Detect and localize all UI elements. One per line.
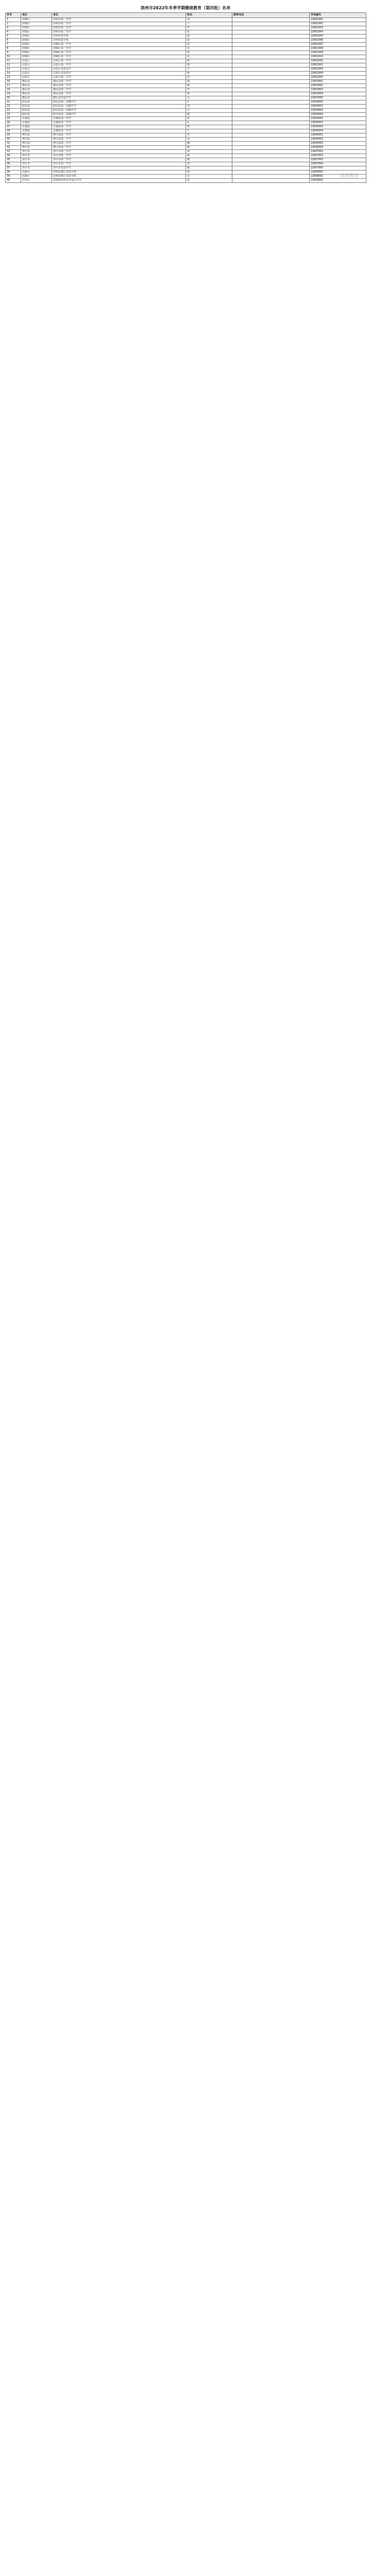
table-cell-no: 30: [6, 138, 21, 142]
table-cell-area: 博兴县: [21, 138, 52, 142]
table-cell-unit: 沾化区第一中学: [52, 59, 186, 63]
table-cell-area: 开发区: [21, 179, 52, 183]
table-row: [6, 162, 366, 166]
table-cell-no: 9: [6, 51, 21, 55]
table-cell-no: 3: [6, 26, 21, 30]
table-cell-code: 22K05003: [310, 125, 366, 129]
table-cell-unit: 惠民县第一中学: [52, 80, 186, 84]
table-cell-code: 22K08002: [310, 175, 366, 179]
table-cell-code: 22K03005: [310, 96, 366, 100]
table-cell-area: 惠民县: [21, 84, 52, 88]
table-cell-code: 22K07004: [310, 162, 366, 166]
table-cell-code: 22K01009: [310, 51, 366, 55]
table-cell-name: 张: [186, 117, 232, 121]
table-cell-area: 沾化区: [21, 67, 52, 72]
table-cell-unit: 阳信县第二高级中学: [52, 113, 186, 117]
table-cell-phone: [232, 175, 310, 179]
table-row: [6, 121, 366, 125]
table-cell-area: 惠民县: [21, 96, 52, 100]
table-cell-code: 22K07005: [310, 166, 366, 171]
table-cell-no: 10: [6, 55, 21, 59]
table-cell-code: 22K01005: [310, 35, 366, 39]
table-cell-name: 水: [186, 175, 232, 179]
table-cell-name: 赵: [186, 35, 232, 39]
table-cell-code: 22K05001: [310, 117, 366, 121]
table-cell-code: 22K01004: [310, 30, 366, 35]
table-cell-area: 滨城区: [21, 30, 52, 35]
header-cell: 联系电话: [232, 13, 310, 18]
table-cell-unit: 沾化区第二中学: [52, 76, 186, 80]
table-cell-phone: [232, 150, 310, 154]
table-cell-area: 邹平市: [21, 154, 52, 158]
table-cell-code: 22K02003: [310, 67, 366, 72]
table-cell-phone: [232, 158, 310, 162]
table-cell-no: 20: [6, 96, 21, 100]
table-cell-name: 金: [186, 138, 232, 142]
table-cell-phone: [232, 59, 310, 63]
table-cell-unit: 滨州市第二中学: [52, 30, 186, 35]
table-row: [6, 138, 366, 142]
table-row: [6, 100, 366, 105]
table-cell-phone: [232, 88, 310, 92]
table-cell-no: 29: [6, 133, 21, 138]
table-cell-code: 22K06004: [310, 146, 366, 150]
table-cell-area: 滨城区: [21, 22, 52, 26]
table-cell-unit: 阳信县第二高级中学: [52, 109, 186, 113]
table-row: [6, 51, 366, 55]
table-row: [6, 171, 366, 175]
table-cell-code: 22K07003: [310, 158, 366, 162]
table-cell-no: 31: [6, 142, 21, 146]
table-cell-name: 陈: [186, 59, 232, 63]
table-cell-name: 韩: [186, 80, 232, 84]
table-cell-phone: [232, 142, 310, 146]
table-cell-phone: [232, 63, 310, 67]
table-row: [6, 154, 366, 158]
table-cell-name: 尤: [186, 96, 232, 100]
table-cell-code: 22K06002: [310, 138, 366, 142]
table-row: [6, 39, 366, 43]
table-row: [6, 80, 366, 84]
table-cell-unit: 博兴县第一中学: [52, 138, 186, 142]
header-cell: 县区: [21, 13, 52, 18]
table-cell-unit: 滨州经济技术开发区中学: [52, 179, 186, 183]
table-cell-unit: 无棣县第二中学: [52, 129, 186, 133]
table-cell-area: 无棣县: [21, 121, 52, 125]
table-cell-code: 22K08001: [310, 171, 366, 175]
table-cell-name: 王: [186, 22, 232, 26]
table-cell-phone: [232, 72, 310, 76]
table-cell-name: 喻: [186, 166, 232, 171]
table-cell-no: 23: [6, 109, 21, 113]
table-cell-area: 沾化区: [21, 63, 52, 67]
table-row: [6, 109, 366, 113]
table-cell-code: 22K01003: [310, 26, 366, 30]
table-cell-no: 14: [6, 72, 21, 76]
table-cell-phone: [232, 47, 310, 51]
table-cell-unit: 滨州实验学校: [52, 35, 186, 39]
table-cell-name: 姜: [186, 150, 232, 154]
table-cell-phone: [232, 146, 310, 150]
table-cell-code: 22K02005: [310, 76, 366, 80]
table-cell-phone: [232, 154, 310, 158]
table-cell-unit: 沾化区实验高中: [52, 67, 186, 72]
table-cell-unit: 惠民县第二中学: [52, 92, 186, 96]
table-cell-no: 5: [6, 35, 21, 39]
table-cell-no: 33: [6, 150, 21, 154]
table-cell-unit: 惠民县实验中学: [52, 96, 186, 100]
table-cell-area: 无棣县: [21, 117, 52, 121]
table-cell-area: 滨城区: [21, 47, 52, 51]
roster-table: [5, 12, 366, 183]
table-cell-name: 何: [186, 105, 232, 109]
table-cell-unit: 滨城区第二中学: [52, 55, 186, 59]
table-row: [6, 47, 366, 51]
table-cell-phone: [232, 171, 310, 175]
table-cell-no: 39: [6, 175, 21, 179]
table-row: [6, 117, 366, 121]
table-cell-area: 无棣县: [21, 129, 52, 133]
table-cell-no: 24: [6, 113, 21, 117]
table-cell-phone: [232, 55, 310, 59]
table-cell-phone: [232, 166, 310, 171]
table-cell-area: 滨城区: [21, 18, 52, 22]
table-cell-phone: [232, 129, 310, 133]
table-cell-phone: [232, 80, 310, 84]
table-cell-area: 博兴县: [21, 133, 52, 138]
table-cell-unit: 邹平市第一中学: [52, 154, 186, 158]
table-cell-no: 17: [6, 84, 21, 88]
table-cell-unit: 惠民县第二中学: [52, 88, 186, 92]
table-cell-area: 滨城区: [21, 35, 52, 39]
table-cell-phone: [232, 51, 310, 55]
table-cell-code: 22K04003: [310, 109, 366, 113]
table-cell-name: 施: [186, 113, 232, 117]
table-cell-name: 卫: [186, 67, 232, 72]
table-cell-phone: [232, 117, 310, 121]
table-cell-area: 阳信县: [21, 113, 52, 117]
table-cell-name: 孔: [186, 121, 232, 125]
table-cell-code: 22K04001: [310, 100, 366, 105]
table-row: [6, 92, 366, 96]
table-cell-name: 朱: [186, 88, 232, 92]
table-row: [6, 72, 366, 76]
table-row: [6, 105, 366, 109]
table-cell-unit: 无棣县第一中学: [52, 117, 186, 121]
table-cell-phone: [232, 179, 310, 183]
table-cell-name: 谢: [186, 158, 232, 162]
table-cell-area: 沾化区: [21, 59, 52, 63]
table-cell-name: 陶: [186, 146, 232, 150]
table-cell-code: 22K07001: [310, 150, 366, 154]
table-row: [6, 166, 366, 171]
table-cell-code: 22K03002: [310, 84, 366, 88]
table-cell-phone: [232, 84, 310, 88]
table-cell-phone: [232, 162, 310, 166]
table-cell-code: 22K04002: [310, 105, 366, 109]
table-cell-area: 惠民县: [21, 80, 52, 84]
table-cell-unit: 博兴县第二中学: [52, 142, 186, 146]
table-cell-no: 26: [6, 121, 21, 125]
table-cell-phone: [232, 109, 310, 113]
table-cell-phone: [232, 39, 310, 43]
table-cell-name: 吴: [186, 47, 232, 51]
table-cell-area: 惠民县: [21, 92, 52, 96]
table-cell-no: 8: [6, 47, 21, 51]
table-cell-no: 28: [6, 129, 21, 133]
table-cell-unit: 博兴县第二中学: [52, 146, 186, 150]
table-cell-area: 滨城区: [21, 26, 52, 30]
table-cell-code: 22K01006: [310, 39, 366, 43]
table-cell-no: 12: [6, 63, 21, 67]
table-cell-unit: 博兴县第一中学: [52, 133, 186, 138]
table-cell-no: 7: [6, 43, 21, 47]
table-cell-code: 22K07002: [310, 154, 366, 158]
table-cell-area: 沾化区: [21, 76, 52, 80]
table-row: [6, 18, 366, 22]
table-cell-name: 窦: [186, 179, 232, 183]
table-cell-name: 杨: [186, 84, 232, 88]
table-row: [6, 30, 366, 35]
table-row: [6, 59, 366, 63]
table-cell-area: 滨城区: [21, 43, 52, 47]
table-cell-name: 曹: [186, 125, 232, 129]
table-cell-phone: [232, 100, 310, 105]
table-cell-no: 11: [6, 59, 21, 63]
table-row: [6, 63, 366, 67]
table-cell-name: 许: [186, 100, 232, 105]
table-cell-phone: [232, 121, 310, 125]
table-row: [6, 142, 366, 146]
table-row: [6, 84, 366, 88]
table-cell-name: 沈: [186, 76, 232, 80]
watermark: 滨州教育: [340, 174, 359, 179]
table-cell-no: 6: [6, 39, 21, 43]
table-cell-no: 13: [6, 67, 21, 72]
table-row: [6, 175, 366, 179]
table-cell-phone: [232, 22, 310, 26]
table-cell-area: 滨城区: [21, 55, 52, 59]
table-cell-area: 阳信县: [21, 105, 52, 109]
table-row: [6, 88, 366, 92]
table-cell-name: 李: [186, 26, 232, 30]
table-cell-unit: 无棣县第二中学: [52, 125, 186, 129]
table-cell-phone: [232, 18, 310, 22]
table-cell-name: 周: [186, 43, 232, 47]
table-row: [6, 179, 366, 183]
table-cell-name: 孙: [186, 39, 232, 43]
table-row: [6, 22, 366, 26]
table-cell-area: 滨城区: [21, 39, 52, 43]
table-cell-no: 2: [6, 22, 21, 26]
table-row: [6, 133, 366, 138]
table-row: [6, 35, 366, 39]
table-cell-code: 22K06003: [310, 142, 366, 146]
table-cell-no: 34: [6, 154, 21, 158]
table-cell-unit: 滨州市第二中学: [52, 26, 186, 30]
table-cell-no: 36: [6, 162, 21, 166]
document-title: 滨州市2022年冬季学期继续教育（第四批）名单: [140, 6, 231, 10]
table-cell-code: 22K02001: [310, 59, 366, 63]
table-cell-name: 柏: [186, 171, 232, 175]
table-cell-no: 35: [6, 158, 21, 162]
table-cell-unit: 沾化区第一中学: [52, 63, 186, 67]
header-cell: 姓名: [186, 13, 232, 18]
table-row: [6, 76, 366, 80]
table-cell-no: 15: [6, 76, 21, 80]
table-cell-no: 38: [6, 171, 21, 175]
table-cell-no: 19: [6, 92, 21, 96]
table-cell-area: 邹平市: [21, 158, 52, 162]
table-cell-phone: [232, 92, 310, 96]
table-cell-unit: 滨州市第一中学: [52, 18, 186, 22]
table-row: [6, 26, 366, 30]
table-cell-phone: [232, 96, 310, 100]
table-cell-no: 32: [6, 146, 21, 150]
table-cell-code: 22K05004: [310, 129, 366, 133]
table-cell-unit: 惠民县第一中学: [52, 84, 186, 88]
header-cell: 序号: [6, 13, 21, 18]
table-cell-area: 惠民县: [21, 88, 52, 92]
table-cell-code: 22K03004: [310, 92, 366, 96]
table-cell-name: 冯: [186, 55, 232, 59]
table-cell-unit: 滨城区第一中学: [52, 43, 186, 47]
table-cell-phone: [232, 133, 310, 138]
table-cell-name: 褚: [186, 63, 232, 67]
table-cell-no: 4: [6, 30, 21, 35]
table-row: [6, 113, 366, 117]
table-cell-no: 25: [6, 117, 21, 121]
table-cell-unit: 邹平市第二中学: [52, 158, 186, 162]
table-cell-code: 22K01002: [310, 22, 366, 26]
table-cell-unit: 无棣县第一中学: [52, 121, 186, 125]
table-cell-phone: [232, 105, 310, 109]
table-cell-unit: 沾化区实验高中: [52, 72, 186, 76]
table-cell-code: 22K01001: [310, 18, 366, 22]
table-cell-area: 阳信县: [21, 100, 52, 105]
table-cell-area: 高新区: [21, 175, 52, 179]
table-cell-name: 张: [186, 30, 232, 35]
table-cell-phone: [232, 76, 310, 80]
table-cell-name: 严: [186, 129, 232, 133]
table-cell-unit: 邹平市实验中学: [52, 166, 186, 171]
table-cell-area: 滨城区: [21, 51, 52, 55]
table-cell-unit: 滨州高新区实验学校: [52, 175, 186, 179]
table-cell-name: 秦: [186, 92, 232, 96]
table-cell-name: 华: [186, 133, 232, 138]
table-row: [6, 125, 366, 129]
table-cell-area: 沾化区: [21, 72, 52, 76]
table-cell-code: 22K03001: [310, 80, 366, 84]
table-cell-phone: [232, 67, 310, 72]
table-cell-code: 22K09001: [310, 179, 366, 183]
table-body: [6, 18, 366, 183]
table-row: [6, 150, 366, 154]
table-cell-code: 22K01010: [310, 55, 366, 59]
table-header-row: [6, 13, 366, 18]
table-cell-phone: [232, 35, 310, 39]
table-cell-area: 邹平市: [21, 162, 52, 166]
table-cell-name: 蒋: [186, 72, 232, 76]
table-cell-no: 22: [6, 105, 21, 109]
table-cell-unit: 滨州高新区实验学校: [52, 171, 186, 175]
table-cell-code: 22K01007: [310, 43, 366, 47]
table-cell-unit: 滨城区第二中学: [52, 51, 186, 55]
table-cell-name: 戚: [186, 154, 232, 158]
table-cell-phone: [232, 113, 310, 117]
table-cell-code: 22K04004: [310, 113, 366, 117]
table-row: [6, 158, 366, 162]
table-cell-code: 22K03003: [310, 88, 366, 92]
table-cell-area: 高新区: [21, 171, 52, 175]
document-sheet: [5, 5, 366, 183]
table-row: [6, 43, 366, 47]
table-row: [6, 55, 366, 59]
table-cell-unit: 滨州市第一中学: [52, 22, 186, 26]
table-cell-no: 1: [6, 18, 21, 22]
table-cell-area: 博兴县: [21, 142, 52, 146]
table-cell-name: 邹: [186, 162, 232, 166]
table-row: [6, 146, 366, 150]
table-cell-unit: 滨城区第一中学: [52, 47, 186, 51]
table-cell-area: 邹平市: [21, 166, 52, 171]
table-cell-code: 22K02004: [310, 72, 366, 76]
table-cell-name: 刘: [186, 18, 232, 22]
header-cell: 单位: [52, 13, 186, 18]
table-cell-no: 16: [6, 80, 21, 84]
table-cell-unit: 滨州实验学校: [52, 39, 186, 43]
table-cell-phone: [232, 26, 310, 30]
table-cell-no: 40: [6, 179, 21, 183]
table-cell-phone: [232, 30, 310, 35]
table-cell-code: 22K05002: [310, 121, 366, 125]
table-cell-code: 22K02002: [310, 63, 366, 67]
table-row: [6, 67, 366, 72]
table-cell-phone: [232, 138, 310, 142]
table-cell-code: 22K06001: [310, 133, 366, 138]
table-cell-no: 37: [6, 166, 21, 171]
table-cell-unit: 阳信县第一高级中学: [52, 105, 186, 109]
table-cell-unit: 邹平市第一中学: [52, 150, 186, 154]
header-cell: 学员编号: [310, 13, 366, 18]
table-cell-name: 郑: [186, 51, 232, 55]
table-cell-no: 27: [6, 125, 21, 129]
table-cell-phone: [232, 43, 310, 47]
table-cell-area: 无棣县: [21, 125, 52, 129]
table-cell-code: 22K01008: [310, 47, 366, 51]
table-cell-area: 博兴县: [21, 146, 52, 150]
table-cell-name: 吕: [186, 109, 232, 113]
table-cell-unit: 邹平市第二中学: [52, 162, 186, 166]
table-cell-area: 邹平市: [21, 150, 52, 154]
table-cell-no: 18: [6, 88, 21, 92]
table-cell-name: 魏: [186, 142, 232, 146]
table-cell-area: 阳信县: [21, 109, 52, 113]
table-cell-unit: 阳信县第一高级中学: [52, 100, 186, 105]
table-cell-no: 21: [6, 100, 21, 105]
table-row: [6, 129, 366, 133]
table-cell-phone: [232, 125, 310, 129]
table-row: [6, 96, 366, 100]
